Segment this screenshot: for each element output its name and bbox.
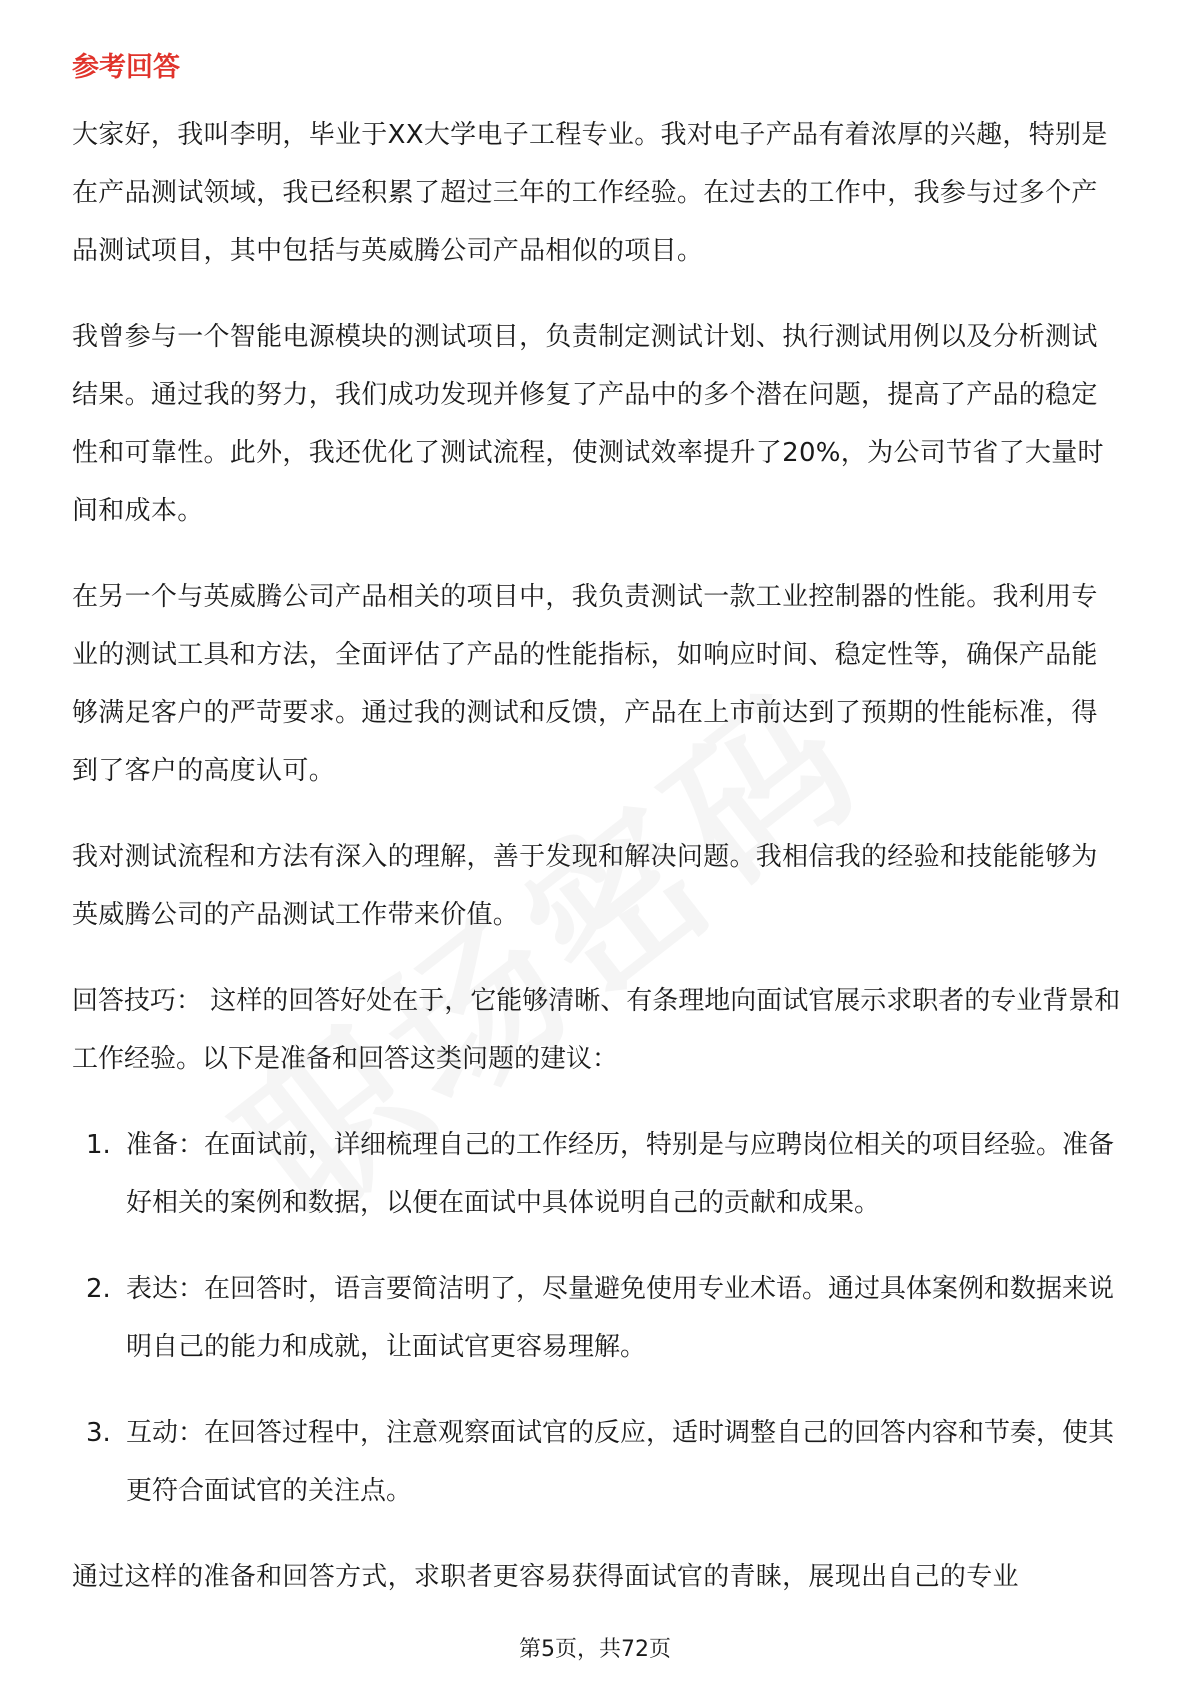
list-item — [72, 1116, 1122, 1232]
section-heading: 参考回答 — [72, 52, 180, 83]
paragraph: 我曾参与一个智能电源模块的测试项目，负责制定测试计划、执行测试用例以及分析测试结果。通过我的努力，我们成功发现并修复了产品中的多个潜在问题，提高了产品的稳定性和可靠性。此外，我还优化了测试流程，使测试效率提升了20%，为公司节省了大量时间和成本。 — [72, 322, 1104, 526]
tips-list — [72, 1116, 1122, 1520]
list-item — [72, 1260, 1122, 1376]
document-page — [72, 48, 1122, 1634]
page-number-footer: 第5页，共72页 — [519, 1637, 671, 1662]
closing-paragraph: 通过这样的准备和回答方式，求职者更容易获得面试官的青睐，展现出自己的专业 — [72, 1562, 1019, 1592]
list-number: 2. — [86, 1274, 111, 1304]
paragraph: 我对测试流程和方法有深入的理解，善于发现和解决问题。我相信我的经验和技能能够为英威腾公司的产品测试工作带来价值。 — [72, 842, 1098, 930]
list-item-text: 表达：在回答时，语言要简洁明了，尽量避免使用专业术语。通过具体案例和数据来说明自己的能力和成就，让面试官更容易理解。 — [126, 1274, 1115, 1362]
list-item-text: 互动：在回答过程中，注意观察面试官的反应，适时调整自己的回答内容和节奏，使其更符合面试官的关注点。 — [126, 1418, 1115, 1506]
list-item-text: 准备：在面试前，详细梳理自己的工作经历，特别是与应聘岗位相关的项目经验。准备好相关的案例和数据，以便在面试中具体说明自己的贡献和成果。 — [126, 1130, 1115, 1218]
tips-intro: 回答技巧： 这样的回答好处在于，它能够清晰、有条理地向面试官展示求职者的专业背景和工作经验。以下是准备和回答这类问题的建议： — [72, 986, 1121, 1074]
paragraph: 大家好，我叫李明，毕业于XX大学电子工程专业。我对电子产品有着浓厚的兴趣，特别是在产品测试领域，我已经积累了超过三年的工作经验。在过去的工作中，我参与过多个产品测试项目，其中包括与英威腾公司产品相似的项目。 — [72, 120, 1108, 266]
list-item — [72, 1404, 1122, 1520]
list-number: 3. — [86, 1418, 111, 1448]
paragraph: 在另一个与英威腾公司产品相关的项目中，我负责测试一款工业控制器的性能。我利用专业的测试工具和方法，全面评估了产品的性能指标，如响应时间、稳定性等，确保产品能够满足客户的严苛要求。通过我的测试和反馈，产品在上市前达到了预期的性能标准，得到了客户的高度认可。 — [72, 582, 1098, 786]
list-number: 1. — [86, 1130, 111, 1160]
